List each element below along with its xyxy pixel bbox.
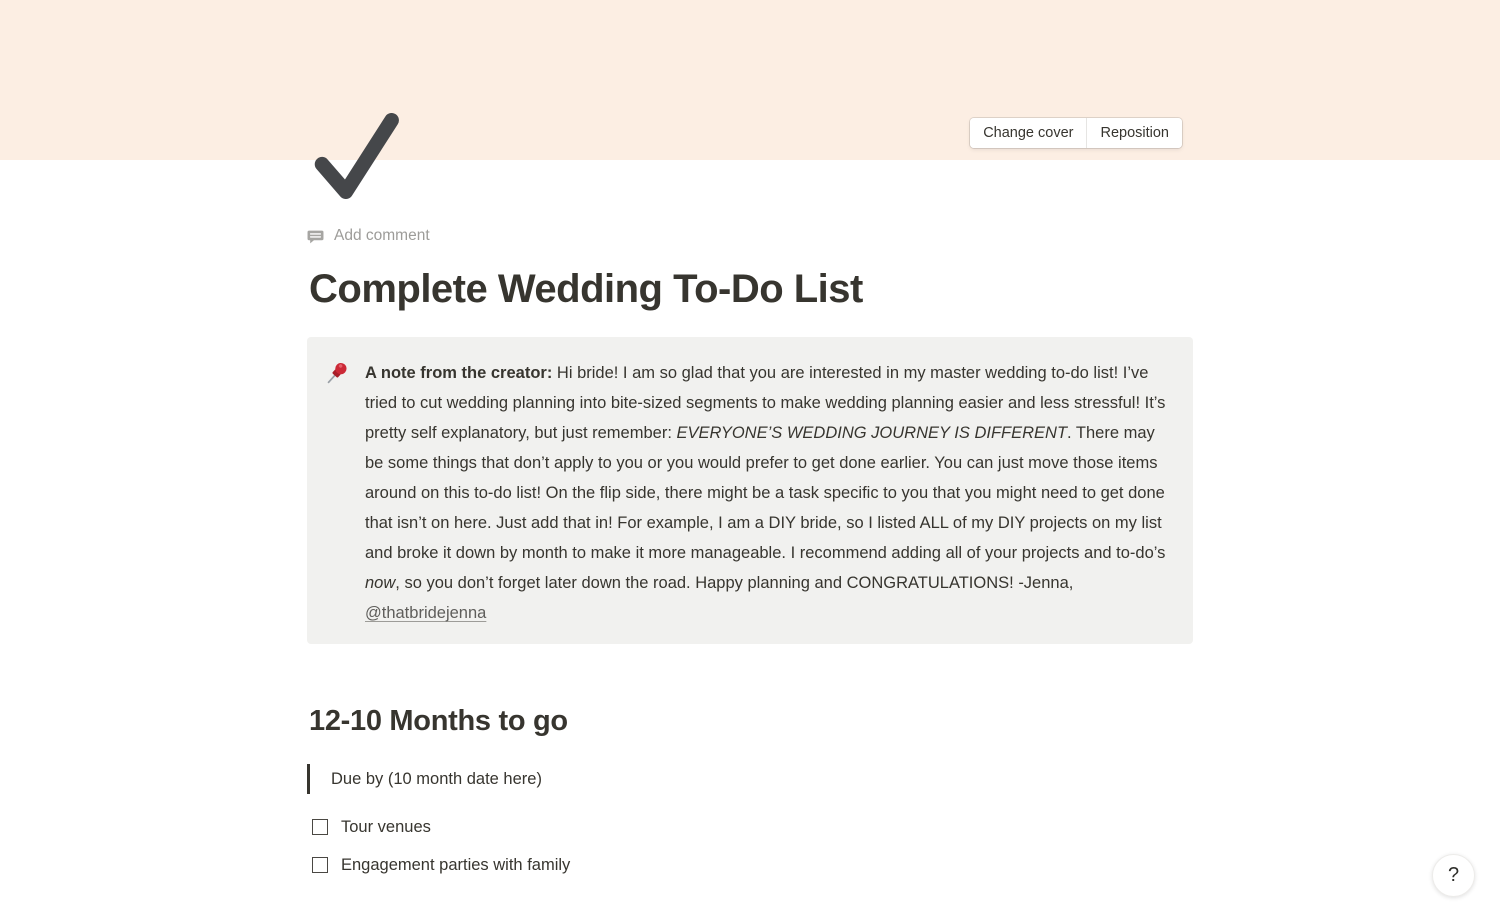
comment-icon (307, 228, 324, 245)
note-bold-prefix: A note from the creator: (365, 364, 553, 382)
note-italic-2: now (365, 574, 396, 592)
reposition-button[interactable]: Reposition (1086, 118, 1182, 148)
section-heading-12-10-months: 12-10 Months to go (309, 705, 568, 737)
page-icon[interactable] (309, 113, 401, 199)
note-text-2: . There may be some things that don’t apply to you or you would prefer to get done earlier. You can just move those items around on this to-do list! On the flip side, there might be a task specific to you that you might need to get done that isn’t on here. Just add that in! For example, I am a DIY bride, so I listed ALL of my DIY projects on my list and broke it down by month to make it more manageable. I recommend adding all of your projects and to-do’s (365, 424, 1166, 562)
due-by-quote (307, 764, 1193, 794)
todo-item-tour-venues (312, 812, 1193, 842)
todo-checkbox[interactable] (312, 819, 328, 835)
change-cover-button[interactable]: Change cover (970, 118, 1086, 148)
todo-label: Engagement parties with family (341, 855, 571, 874)
checkmark-icon (309, 113, 401, 199)
add-comment-button[interactable] (307, 227, 430, 245)
note-text-3: , so you don’t forget later down the road. Happy planning and CONGRATULATIONS! -Jenna, (395, 574, 1074, 592)
todo-label: Tour venues (341, 817, 431, 836)
help-button[interactable] (1432, 854, 1475, 897)
creator-note-callout (307, 337, 1193, 644)
due-by-text: Due by (10 month date here) (331, 769, 542, 788)
creator-handle-link[interactable]: @thatbridejenna (365, 604, 487, 622)
pushpin-icon (325, 361, 351, 387)
todo-item-engagement-parties (312, 850, 1193, 880)
page-content (307, 113, 1193, 880)
note-italic-1: EVERYONE’S WEDDING JOURNEY IS DIFFERENT (676, 424, 1068, 442)
question-mark-icon: ? (1447, 864, 1460, 886)
note-text-1: Hi bride! I am so glad that you are interested in my master wedding to-do list! I’ve tried to cut wedding planning into bite-sized segments to make wedding planning easier and less stressful! It’s pretty self explanatory, but just remember: (365, 364, 1166, 442)
add-comment-label: Add comment (334, 227, 430, 244)
creator-note-text (365, 358, 1167, 628)
todo-checkbox[interactable] (312, 857, 328, 873)
page-title[interactable]: Complete Wedding To-Do List (309, 267, 863, 311)
